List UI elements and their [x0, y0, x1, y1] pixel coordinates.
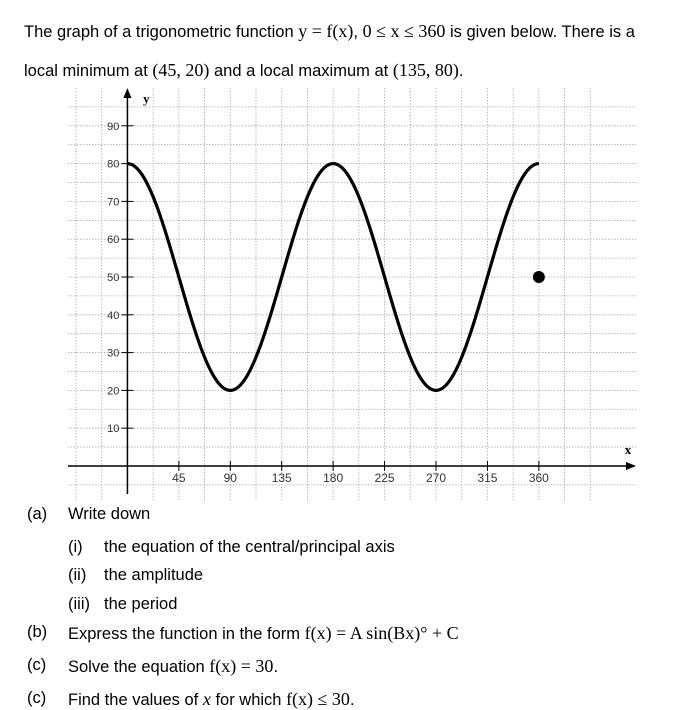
period: .: [458, 62, 464, 80]
question-label: (c): [27, 656, 47, 674]
question-text: [68, 623, 459, 644]
x-tick-label: 135: [271, 470, 292, 485]
local-minimum-point: (45, 20): [152, 60, 210, 80]
y-tick-label: 40: [107, 309, 120, 322]
intro-text: and a local maximum at: [213, 62, 389, 80]
x-tick-label: 45: [172, 470, 186, 485]
y-tick-label: 50: [107, 271, 120, 284]
question-label: (c): [27, 689, 47, 707]
y-tick-label: 30: [107, 347, 120, 360]
question-label: (a): [27, 505, 48, 523]
subquestion-label: (iii): [68, 595, 90, 613]
x-axis-label: x: [624, 441, 632, 457]
question-text: [68, 656, 278, 677]
y-tick-label: 70: [107, 196, 120, 209]
y-tick-label: 80: [107, 158, 120, 171]
x-tick-label: 270: [425, 470, 447, 485]
x-tick-label: 90: [223, 470, 237, 485]
y-axis-label: y: [143, 91, 150, 106]
x-axis-arrow-icon: [626, 462, 636, 470]
y-tick-label: 10: [107, 423, 120, 436]
question-words: Express the function in the form: [68, 625, 301, 643]
equation: f(x) = 30: [209, 656, 274, 676]
y-tick-label: 20: [107, 385, 120, 398]
subquestion-text: the amplitude: [104, 566, 204, 584]
subquestion-label: (ii): [68, 566, 87, 584]
end-point-marker: [533, 271, 545, 283]
question-words: Find the values of: [68, 691, 199, 709]
intro-text: The graph of a trigonometric function: [24, 23, 294, 41]
x-tick-label: 360: [528, 470, 549, 485]
function-form: f(x) = A sin(Bx)° + C: [304, 623, 459, 643]
intro-text: local minimum at: [24, 62, 148, 80]
inequality: f(x) ≤ 30: [286, 689, 350, 709]
question-text: [68, 689, 355, 710]
local-maximum-point: (135, 80): [392, 60, 459, 80]
x-tick-label: 315: [477, 470, 498, 485]
subquestion-text: the equation of the central/principal axis: [104, 538, 395, 556]
variable: x: [202, 689, 211, 709]
domain-notation: 0 ≤ x ≤ 360: [362, 21, 446, 41]
function-notation: y = f(x): [298, 21, 354, 41]
period: .: [273, 658, 279, 676]
x-tick-label: 180: [323, 470, 344, 485]
question-label: (b): [27, 623, 48, 641]
y-axis-arrow-icon: [123, 88, 131, 98]
y-tick-label: 90: [107, 120, 120, 133]
subquestion-label: (i): [68, 538, 83, 556]
x-tick-label: 225: [374, 470, 395, 485]
separator: ,: [353, 23, 358, 41]
period: .: [349, 691, 355, 709]
question-words: for which: [215, 691, 282, 709]
subquestion-text: the period: [104, 595, 178, 613]
question-words: Solve the equation: [68, 658, 205, 676]
y-tick-label: 60: [107, 234, 120, 247]
intro-text: is given below. There is a: [449, 23, 635, 41]
question-text: Write down: [68, 505, 151, 523]
